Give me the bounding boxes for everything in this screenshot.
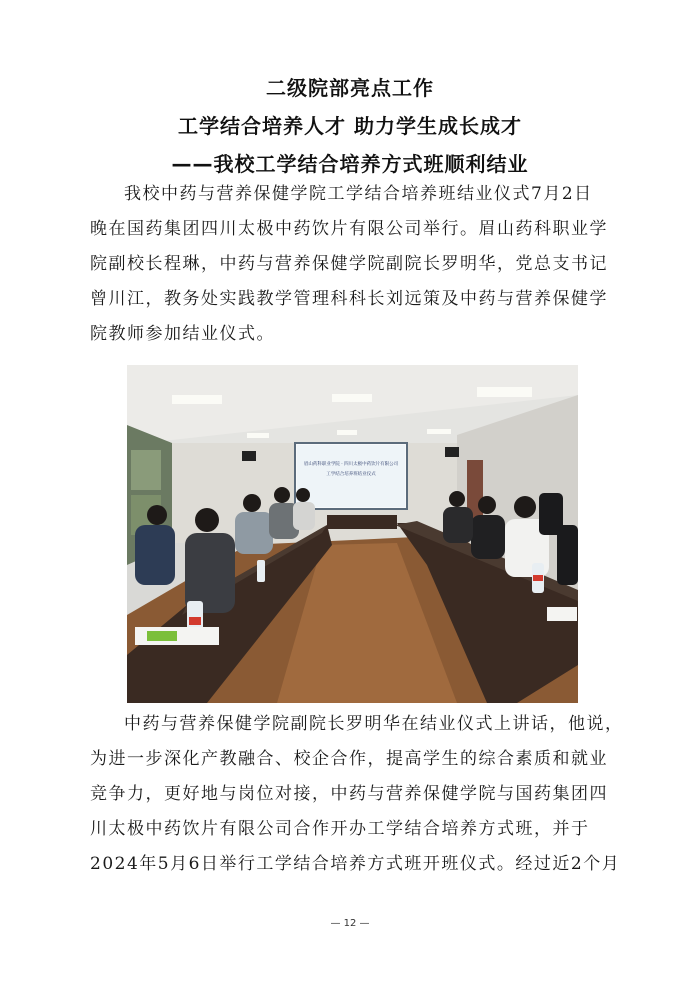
article-title: 工学结合培养人才 助力学生成长成才 [178, 114, 522, 138]
page-number: — 12 — [330, 918, 370, 929]
paragraph-line: 竞争力，更好地与岗位对接，中药与营养保健学院与国药集团四 [90, 784, 608, 804]
paragraph-speech [90, 707, 624, 882]
section-category-heading: 二级院部亮点工作 [266, 76, 434, 100]
article-subtitle: ——我校工学结合培养方式班顺利结业 [171, 152, 529, 176]
paragraph-line: 晚在国药集团四川太极中药饮片有限公司举行。眉山药科职业学 [90, 219, 608, 239]
paragraph-line: 为进一步深化产教融合、校企合作，提高学生的综合素质和就业 [90, 749, 608, 769]
screen-text-line2: 工学结合培养班结业仪式 [326, 472, 376, 477]
paragraph-line: 2024年5月6日举行工学结合培养方式班开班仪式。经过近2个月 [90, 854, 621, 874]
paragraph-line: 院副校长程琳，中药与营养保健学院副院长罗明华，党总支书记 [90, 254, 608, 274]
paragraph-line: 我校中药与营养保健学院工学结合培养班结业仪式7月2日 [124, 184, 593, 204]
paragraph-line: 川太极中药饮片有限公司合作开办工学结合培养方式班，并于 [90, 819, 590, 839]
paragraph-line: 院教师参加结业仪式。 [90, 324, 275, 344]
screen-text-line1: 眉山药科职业学院 · 四川太极中药饮片有限公司 [303, 462, 399, 467]
paragraph-intro [90, 177, 610, 352]
paragraph-line: 曾川江，教务处实践教学管理科科长刘远策及中药与营养保健学 [90, 289, 608, 309]
paragraph-line: 中药与营养保健学院副院长罗明华在结业仪式上讲话，他说， [124, 714, 624, 734]
meeting-photo [127, 365, 578, 703]
